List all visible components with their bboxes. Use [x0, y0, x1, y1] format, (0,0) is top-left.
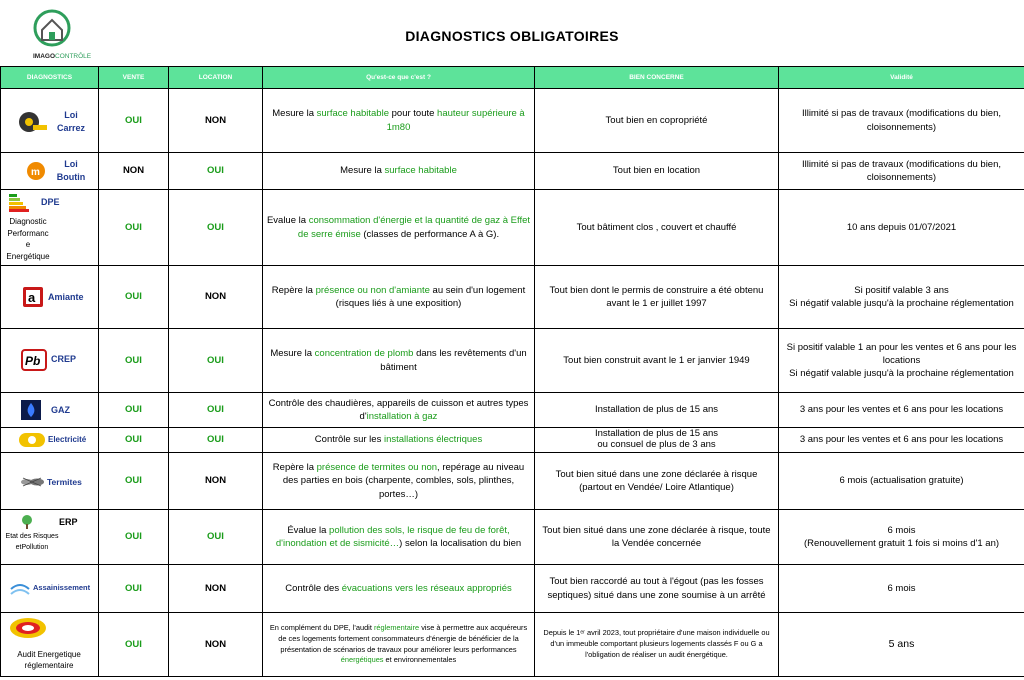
gas-flame-icon: [21, 400, 41, 420]
location-value: NON: [169, 89, 263, 153]
description: Repère la présence de termites ou non, repérage au niveau des parties en bois (charpente, combles, sols, plinthes, portes…): [263, 453, 535, 510]
energy-label-icon: [9, 194, 29, 212]
boutin-icon: [27, 162, 45, 180]
vente-value: OUI: [99, 453, 169, 510]
vente-value: OUI: [99, 329, 169, 393]
vente-value: OUI: [99, 565, 169, 613]
diag-cell: ERP Etat des Risques etPollution: [1, 510, 99, 565]
validite: 6 mois (Renouvellement gratuit 1 fois si moins d'1 an): [779, 510, 1024, 565]
diag-cell: Assainissement: [1, 565, 99, 613]
tree-icon: [19, 515, 35, 529]
description: Contrôle des évacuations vers les réseaux appropriés: [263, 565, 535, 613]
bien-concerne: Tout bien situé dans une zone déclarée à risque (partout en Vendée/ Loire Atlantique): [535, 453, 779, 510]
table-row: [1, 190, 1024, 266]
validite: Si positif valable 3 ans Si négatif valable jusqu'à la prochaine réglementation: [779, 266, 1024, 329]
diag-cell: a Amiante: [1, 266, 99, 329]
vente-value: OUI: [99, 190, 169, 266]
table-row: [1, 266, 1024, 329]
location-value: OUI: [169, 329, 263, 393]
vente-value: NON: [99, 153, 169, 190]
bien-concerne: Tout bien en copropriété: [535, 89, 779, 153]
svg-text:IMAGO: IMAGO: [33, 53, 56, 60]
description: Evalue la consommation d'énergie et la quantité de gaz à Effet de serre émise (classes de performance A à G).: [263, 190, 535, 266]
bien-concerne: Installation de plus de 15 ans ou consuel de plus de 3 ans: [535, 428, 779, 453]
validite: 6 mois: [779, 565, 1024, 613]
diag-cell: Electricité: [1, 428, 99, 453]
location-value: OUI: [169, 428, 263, 453]
col-quoi: Qu'est-ce que c'est ?: [263, 67, 535, 89]
table-header-row: [1, 67, 1024, 89]
energy-audit-icon: [9, 617, 47, 639]
validite: 3 ans pour les ventes et 6 ans pour les locations: [779, 428, 1024, 453]
col-diagnostics: DIAGNOSTICS: [1, 67, 99, 89]
col-bien: BIEN CONCERNE: [535, 67, 779, 89]
diagnostics-table: [0, 66, 1024, 677]
table-row: [1, 393, 1024, 428]
table-row: [1, 89, 1024, 153]
vente-value: OUI: [99, 89, 169, 153]
vente-value: OUI: [99, 510, 169, 565]
col-validite: Validité: [779, 67, 1024, 89]
bien-concerne: Tout bien construit avant le 1 er janvier 1949: [535, 329, 779, 393]
svg-text:a: a: [28, 290, 36, 305]
bien-concerne: Tout bien raccordé au tout à l'égout (pas les fosses septiques) situé dans une zone soumise à un arrêté: [535, 565, 779, 613]
vente-value: OUI: [99, 393, 169, 428]
diag-cell: Termites: [1, 453, 99, 510]
bien-concerne: Depuis le 1ᵉʳ avril 2023, tout propriétaire d'une maison individuelle ou d'un immeuble comportant plusieurs logements classés F ou G a l'obligation de réaliser un audit énergétique.: [535, 613, 779, 677]
col-vente: VENTE: [99, 67, 169, 89]
tape-measure-icon: [17, 111, 47, 133]
electricity-icon: [19, 433, 45, 447]
bien-concerne: Installation de plus de 15 ans: [535, 393, 779, 428]
location-value: OUI: [169, 153, 263, 190]
page-title: DIAGNOSTICS OBLIGATOIRES: [405, 28, 619, 44]
water-drain-icon: [9, 579, 31, 597]
description: Mesure la concentration de plomb dans les revêtements d'un bâtiment: [263, 329, 535, 393]
diag-cell: DPE Diagnostic Performanc e Energétique: [1, 190, 99, 266]
validite: 3 ans pour les ventes et 6 ans pour les locations: [779, 393, 1024, 428]
bien-concerne: Tout bien situé dans une zone déclarée à risque, toute la Vendée concernée: [535, 510, 779, 565]
table-row: [1, 329, 1024, 393]
validite: 6 mois (actualisation gratuite): [779, 453, 1024, 510]
table-row: [1, 428, 1024, 453]
validite: 10 ans depuis 01/07/2021: [779, 190, 1024, 266]
table-row: [1, 510, 1024, 565]
description: Contrôle sur les installations électriques: [263, 428, 535, 453]
location-value: NON: [169, 266, 263, 329]
description: Évalue la pollution des sols, le risque de feu de forêt, d'inondation et de sismicité…) selon la localisation du bien: [263, 510, 535, 565]
description: Mesure la surface habitable: [263, 153, 535, 190]
validite: Illimité si pas de travaux (modifications du bien, cloisonnements): [779, 153, 1024, 190]
location-value: OUI: [169, 510, 263, 565]
description: En complément du DPE, l'audit réglementaire vise à permettre aux acquéreurs de ces logements fortement consommateurs d'énergie de bénéficier de la présentation de scénarios de travaux pour améliorer leurs performances énergétiques et environnementales: [263, 613, 535, 677]
vente-value: OUI: [99, 266, 169, 329]
diag-cell: Audit Energetique réglementaire: [1, 613, 99, 677]
diag-cell: GAZ: [1, 393, 99, 428]
table-row: [1, 565, 1024, 613]
table-row: [1, 453, 1024, 510]
col-location: LOCATION: [169, 67, 263, 89]
diag-cell: Loi Carrez: [1, 89, 99, 153]
svg-text:Pb: Pb: [25, 354, 41, 368]
bien-concerne: Tout bien dont le permis de construire a été obtenu avant le 1 er juillet 1997: [535, 266, 779, 329]
location-value: NON: [169, 565, 263, 613]
lead-icon: [21, 349, 47, 371]
termite-icon: [19, 476, 45, 488]
description: Repère la présence ou non d'amiante au sein d'un logement (risques liés à une exposition): [263, 266, 535, 329]
location-value: OUI: [169, 393, 263, 428]
bien-concerne: Tout bien en location: [535, 153, 779, 190]
location-value: NON: [169, 453, 263, 510]
diag-cell: Pb CREP: [1, 329, 99, 393]
svg-text:CONTRÔLE: CONTRÔLE: [55, 53, 92, 60]
svg-text:m: m: [31, 167, 40, 178]
location-value: NON: [169, 613, 263, 677]
validite: Illimité si pas de travaux (modifications du bien, cloisonnements): [779, 89, 1024, 153]
vente-value: OUI: [99, 613, 169, 677]
page-header: [0, 0, 1024, 67]
vente-value: OUI: [99, 428, 169, 453]
bien-concerne: Tout bâtiment clos , couvert et chauffé: [535, 190, 779, 266]
description: Contrôle des chaudières, appareils de cuisson et autres types d'installation à gaz: [263, 393, 535, 428]
description: Mesure la surface habitable pour toute hauteur supérieure à 1m80: [263, 89, 535, 153]
table-row: [1, 153, 1024, 190]
table-row: [1, 613, 1024, 677]
validite: 5 ans: [779, 613, 1024, 677]
asbestos-icon: [23, 287, 43, 307]
validite: Si positif valable 1 an pour les ventes et 6 ans pour les locations Si négatif valable jusqu'à la prochaine réglementation: [779, 329, 1024, 393]
diag-cell: m Loi Boutin: [1, 153, 99, 190]
location-value: OUI: [169, 190, 263, 266]
